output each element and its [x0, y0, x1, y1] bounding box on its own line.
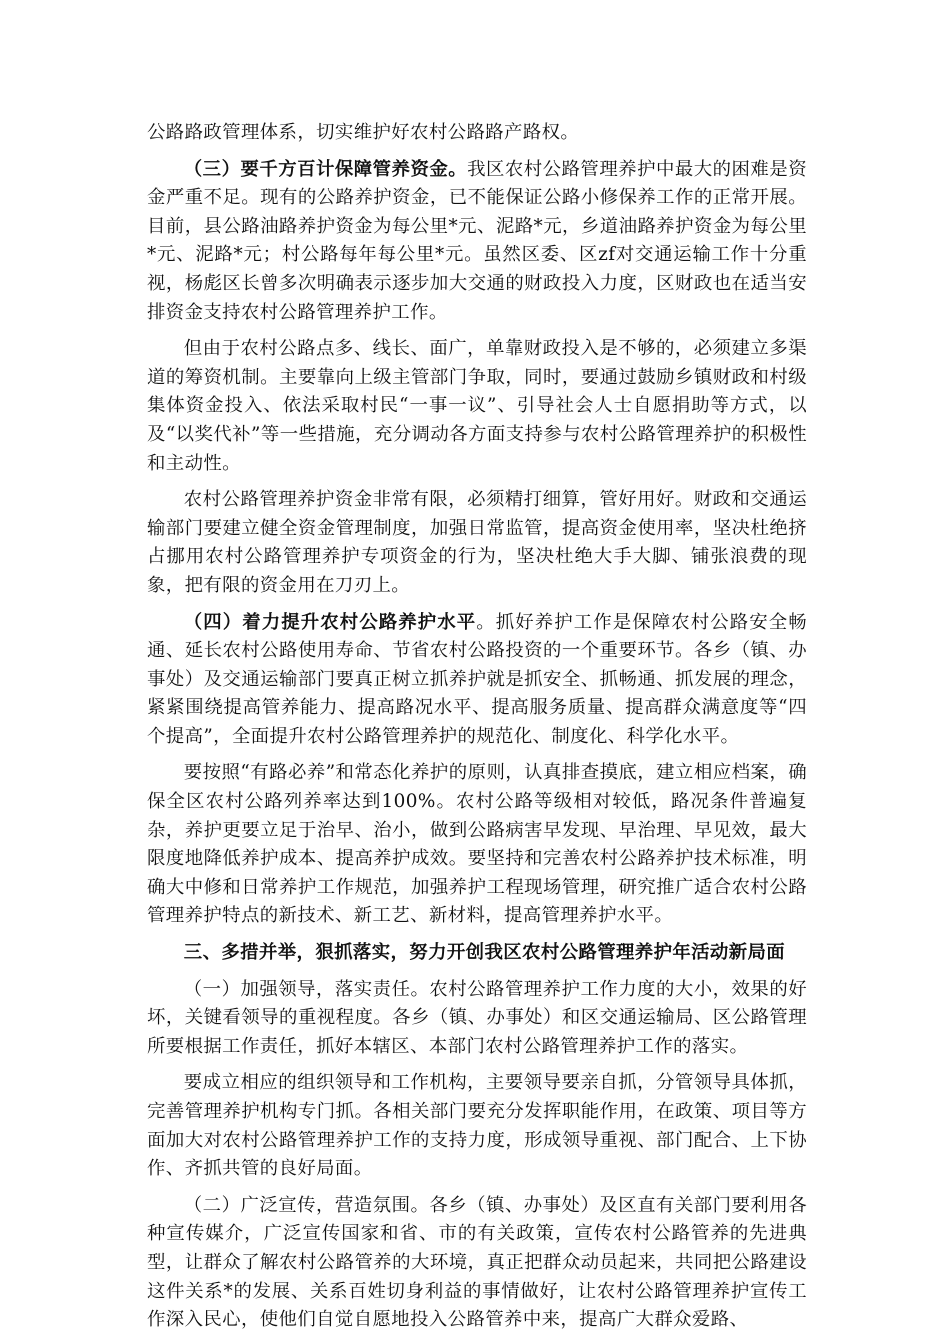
paragraph-section-3 — [147, 156, 807, 328]
paragraph — [147, 335, 807, 478]
section-heading-inline: （三）要千方百计保障管养资金。 — [183, 158, 468, 180]
paragraph-text: （一）加强领导，落实责任。农村公路管理养护工作力度的大小，效果的好坏，关键看领导的重视程度。各乡（镇、办事处）和区交通运输局、区公路管理所要根据工作责任，抓好本辖区、本部门农村公路管理养护工作的落实。 — [147, 978, 807, 1057]
section-heading — [147, 939, 807, 968]
paragraph-text: 要按照“有路必养”和常态化养护的原则，认真排查摸底，建立相应档案，确保全区农村公路列养率达到100%。农村公路等级相对较低，路况条件普遍复杂，养护更要立足于治早、治小，做到公路病害早发现、早治理、早见效，最大限度地降低养护成本、提高养护成效。要坚持和完善农村公路养护技术标准，明确大中修和日常养护工作规范，加强养护工程现场管理，研究推广适合农村公路管理养护特点的新技术、新工艺、新材料，提高管理养护水平。 — [147, 762, 807, 927]
paragraph — [147, 1069, 807, 1183]
paragraph-text: （二）广泛宣传，营造氛围。各乡（镇、办事处）及区直有关部门要利用各种宣传媒介，广泛宣传国家和省、市的有关政策，宣传农村公路管养的先进典型，让群众了解农村公路管养的大环境，真正把群众动员起来，共同把公路建设这件关系*的发展、关系百姓切身利益的事情做好，让农村公路管理养护宣传工作深入民心，使他们自觉自愿地投入公路管养中来，提高广大群众爱路、 — [147, 1194, 807, 1331]
paragraph-text: 我区农村公路管理养护中最大的困难是资金严重不足。现有的公路养护资金，已不能保证公路小修保养工作的正常开展。目前，县公路油路养护资金为每公里*元、泥路*元，乡道油路养护资金为每公里*元、泥路*元；村公路每年每公里*元。虽然区委、区zf对交通运输工作十分重视，杨彪区长曾多次明确表示逐步加大交通的财政投入力度，区财政也在适当安排资金支持农村公路管理养护工作。 — [147, 158, 807, 323]
paragraph-text: 公路路政管理体系，切实维护好农村公路路产路权。 — [147, 122, 580, 143]
paragraph — [147, 1192, 807, 1335]
heading-text: 三、多措并举，狠抓落实，努力开创我区农村公路管理养护年活动新局面 — [183, 942, 786, 964]
document-body — [147, 119, 807, 1343]
paragraph-text: 。抓好养护工作是保障农村公路安全畅通、延长农村公路使用寿命、节省农村公路投资的一个重要环节。各乡（镇、办事处）及交通运输部门要真正树立抓养护就是抓安全、抓畅通、抓发展的理念，紧紧围绕提高管养能力、提高路况水平、提高服务质量、提高群众满意度等“四个提高”，全面提升农村公路管理养护的规范化、制度化、科学化水平。 — [147, 611, 807, 747]
paragraph — [147, 486, 807, 600]
paragraph-text: 农村公路管理养护资金非常有限，必须精打细算，管好用好。财政和交通运输部门要建立健全资金管理制度，加强日常监管，提高资金使用率，坚决杜绝挤占挪用农村公路管理养护专项资金的行为，坚决杜绝大手大脚、铺张浪费的现象，把有限的资金用在刀刃上。 — [147, 489, 807, 596]
paragraph — [147, 759, 807, 931]
paragraph — [147, 119, 807, 148]
paragraph-section-4 — [147, 609, 807, 752]
section-heading-inline: （四）着力提升农村公路养护水平 — [183, 611, 477, 633]
paragraph — [147, 976, 807, 1062]
paragraph-text: 要成立相应的组织领导和工作机构，主要领导要亲自抓，分管领导具体抓，完善管理养护机构专门抓。各相关部门要充分发挥职能作用，在政策、项目等方面加大对农村公路管理养护工作的支持力度，形成领导重视、部门配合、上下协作、齐抓共管的良好局面。 — [147, 1072, 807, 1180]
paragraph-text: 但由于农村公路点多、线长、面广，单靠财政投入是不够的，必须建立多渠道的筹资机制。主要靠向上级主管部门争取，同时，要通过鼓励乡镇财政和村级集体资金投入、依法采取村民“一事一议”、引导社会人士自愿捐助等方式，以及“以奖代补”等一些措施，充分调动各方面支持参与农村公路管理养护的积极性和主动性。 — [147, 338, 807, 474]
